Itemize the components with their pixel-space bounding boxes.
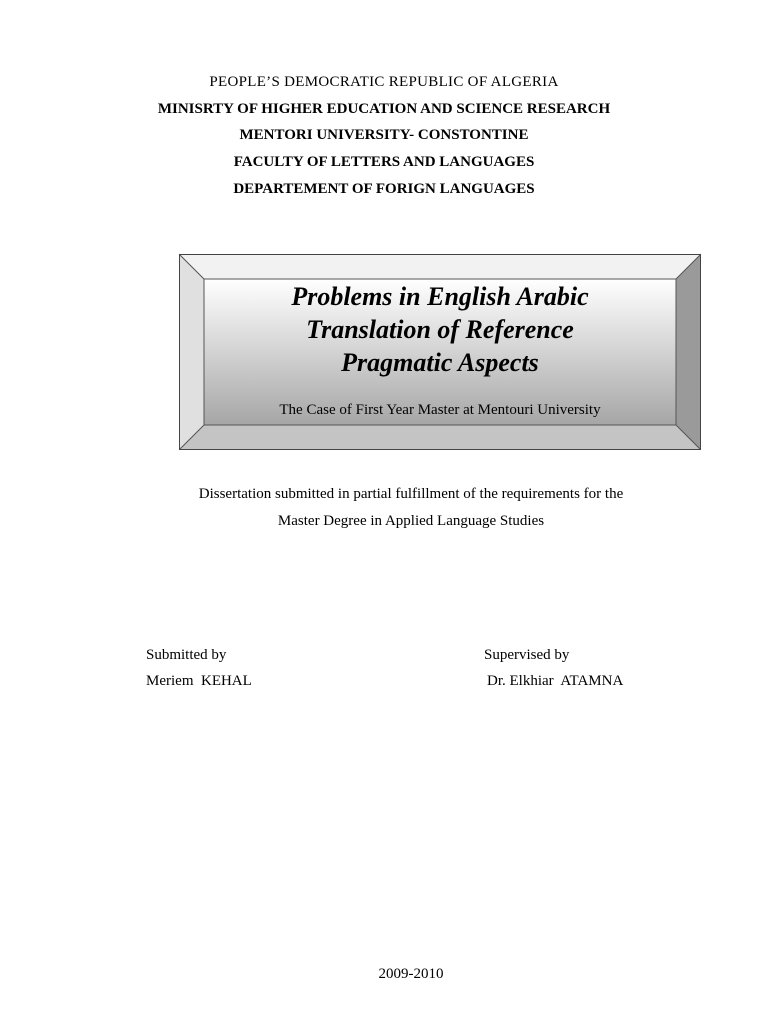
bevel-bottom <box>179 425 701 450</box>
bevel-top <box>179 254 701 279</box>
bevel-left <box>179 254 204 450</box>
dissertation-statement-line-1: Dissertation submitted in partial fulfillment of the requirements for the <box>198 486 624 502</box>
header-faculty: FACULTY OF LETTERS AND LANGUAGES <box>233 154 535 170</box>
academic-year: 2009-2010 <box>378 966 444 982</box>
title-line-1: Problems in English Arabic <box>291 282 589 311</box>
header-ministry: MINISRTY OF HIGHER EDUCATION AND SCIENCE RESEARCH <box>157 101 611 117</box>
header-department: DEPARTEMENT OF FORIGN LANGUAGES <box>233 181 535 197</box>
supervised-by-label: Supervised by <box>484 647 570 663</box>
title-line-2: Translation of Reference <box>306 315 574 344</box>
supervisor-name: Dr. Elkhiar ATAMNA <box>487 673 624 689</box>
dissertation-title <box>204 280 676 379</box>
header-country: PEOPLE’S DEMOCRATIC REPUBLIC OF ALGERIA <box>209 74 559 90</box>
bevel-right <box>676 254 701 450</box>
header-university: MENTORI UNIVERSITY- CONSTONTINE <box>239 127 529 143</box>
dissertation-statement-line-2: Master Degree in Applied Language Studies <box>277 513 545 529</box>
student-name: Meriem KEHAL <box>146 673 252 689</box>
dissertation-subtitle: The Case of First Year Master at Mentouri University <box>279 402 601 418</box>
submitted-by-label: Submitted by <box>146 647 227 663</box>
title-line-3: Pragmatic Aspects <box>341 348 539 377</box>
